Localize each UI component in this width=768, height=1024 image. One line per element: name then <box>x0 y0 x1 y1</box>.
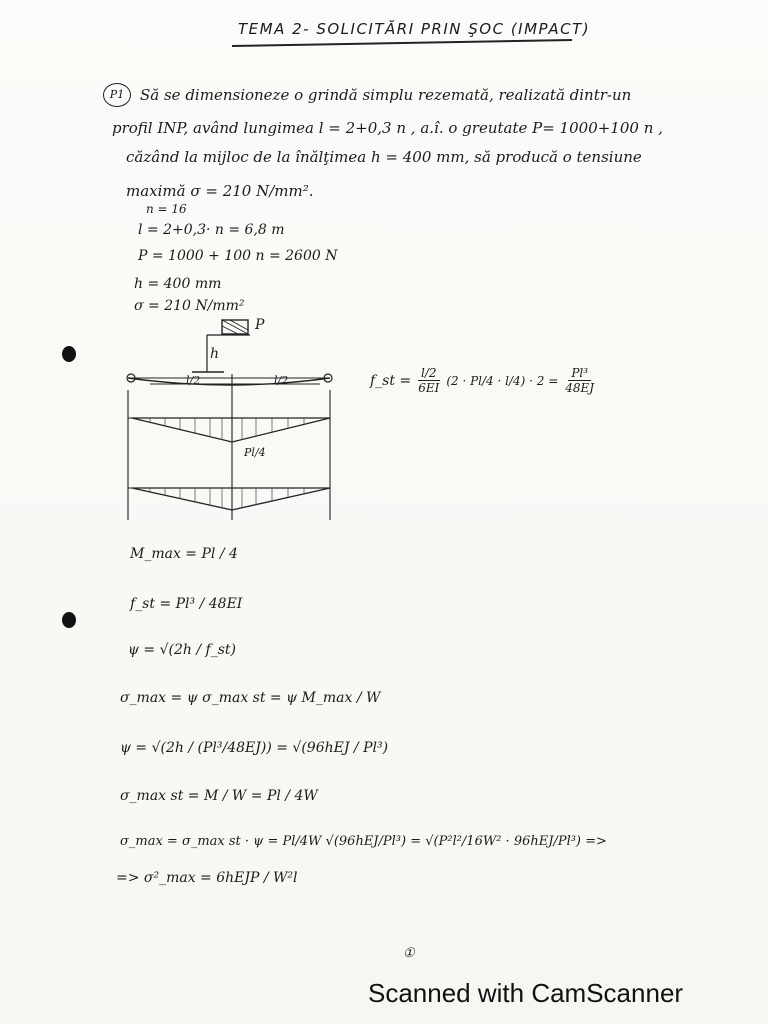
scanner-watermark: Scanned with CamScanner <box>368 978 684 1008</box>
statement-line-2: profil INP, având lungimea l = 2+0,3 n , a.î. o greutate P= 1000+100 n , <box>112 119 663 137</box>
deflection-frac1-den: 6EI <box>418 381 440 395</box>
given-p: P = 1000 + 100 n = 2600 N <box>138 248 338 264</box>
height-label: h <box>210 346 220 362</box>
moment-label: Pl/4 <box>244 446 266 459</box>
equation-mmax: M_max = Pl / 4 <box>130 546 238 562</box>
given-l: l = 2+0,3· n = 6,8 m <box>138 222 285 238</box>
deflection-equation <box>370 366 601 395</box>
deflection-middle: (2 · Pl/4 · l/4) · 2 = <box>446 373 559 388</box>
page-number: ① <box>403 946 415 961</box>
statement-line-1: Să se dimensioneze o grindă simplu rezemată, realizată dintr-un <box>140 86 632 104</box>
equation-sigma-max-st: σ_max st = M / W = Pl / 4W <box>120 788 318 804</box>
given-sigma: σ = 210 N/mm² <box>134 298 245 314</box>
deflection-frac1-num: l/2 <box>418 366 440 381</box>
right-half-label: l/2 <box>274 374 289 387</box>
deflection-frac2-num: Pl³ <box>568 366 591 381</box>
equation-final: => σ²_max = 6hEJP / W²l <box>116 870 298 886</box>
equation-sigma-max: σ_max = ψ σ_max st = ψ M_max / W <box>120 690 381 706</box>
problem-label: P1 <box>103 83 131 107</box>
given-h: h = 400 mm <box>134 276 222 292</box>
binder-hole-bottom <box>62 612 76 628</box>
deflection-frac2-den: 48EJ <box>565 381 595 395</box>
given-n: n = 16 <box>146 202 187 216</box>
equation-psi-expanded: ψ = √(2h / (Pl³/48EJ)) = √(96hEJ / Pl³) <box>120 740 389 756</box>
deflection-lhs: f_st = <box>370 372 412 389</box>
statement-line-4: maximă σ = 210 N/mm². <box>126 182 314 200</box>
statement-line-3: căzând la mijloc de la înălţimea h = 400 mm, să producă o tensiune <box>126 148 642 166</box>
left-half-label: l/2 <box>186 374 201 387</box>
equation-fst: f_st = Pl³ / 48EI <box>130 596 243 612</box>
equation-sigma-max-combined: σ_max = σ_max st · ψ = Pl/4W √(96hEJ/Pl³) = √(P²l²/16W² · 96hEJ/Pl³) => <box>120 834 607 849</box>
equation-psi: ψ = √(2h / f_st) <box>128 642 236 658</box>
weight-label: P <box>255 317 265 333</box>
binder-hole-top <box>62 346 76 362</box>
page-title: TEMA 2- SOLICITĂRI PRIN ŞOC (IMPACT) <box>238 20 591 38</box>
